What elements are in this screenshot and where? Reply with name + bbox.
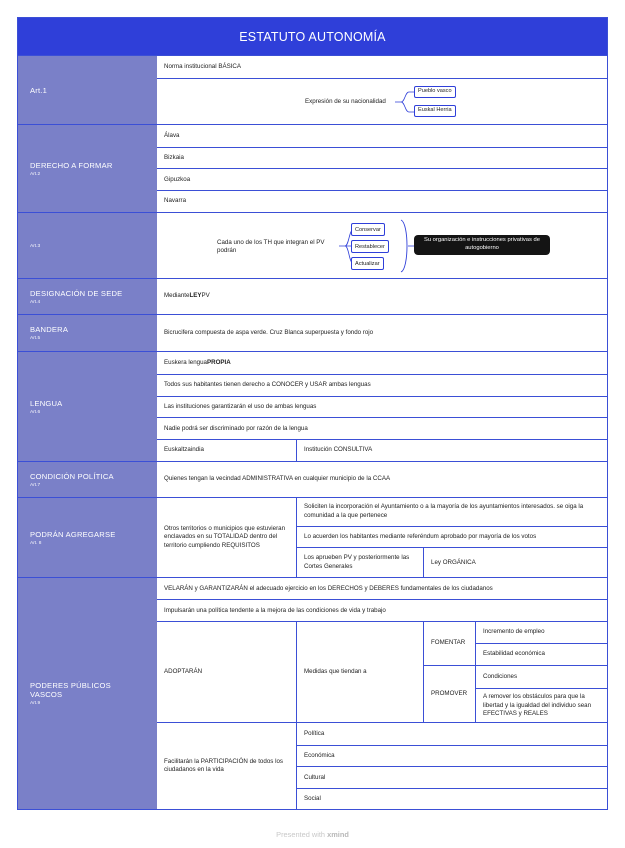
promover-group	[424, 665, 607, 723]
section-label[interactable]	[18, 279, 157, 314]
territory-bizkaia[interactable]: Bizkaia	[157, 147, 607, 169]
section-art1	[18, 55, 607, 124]
section-label[interactable]	[18, 315, 157, 351]
pueblo-vasco-box[interactable]: Pueblo vasco	[414, 86, 456, 98]
cortes-cell[interactable]: Los aprueben PV y posteriormente las Cortes Generales	[304, 554, 410, 570]
sede-post: PV	[201, 292, 210, 300]
section-label[interactable]	[18, 213, 157, 278]
section-art: Art.6	[30, 409, 41, 415]
section-name: Art.1	[30, 85, 48, 95]
section-label[interactable]	[18, 56, 157, 124]
section-label[interactable]	[18, 498, 157, 577]
section-label[interactable]	[18, 462, 157, 497]
bandera-row[interactable]: Bicrucifera compuesta de aspa verde. Cruz Blanca superpuesta y fondo rojo	[164, 328, 374, 336]
section-label[interactable]	[18, 352, 157, 461]
facilitar-block	[157, 722, 607, 809]
euskal-herria-box[interactable]: Euskal Herria	[414, 105, 456, 117]
section-name: PODERES PÚBLICOS VASCOS	[30, 681, 111, 699]
poderes-r1[interactable]: VELARÁN y GARANTIZARÁN el adecuado ejercicio en los DERECHOS y DEBERES fundamentales de los ciudadanos	[164, 584, 493, 592]
lengua-r1-pre: Euskera lengua	[164, 358, 207, 366]
euskaltzaindia-cell[interactable]: Euskaltzaindia	[164, 446, 204, 454]
lengua-r1-bold: PROPIA	[207, 358, 231, 366]
condicion-row[interactable]: Quienes tengan la vecindad ADMINISTRATIVA en cualquier municipio de la CCAA	[164, 475, 391, 483]
section-condicion	[18, 461, 607, 497]
agregarse-r2[interactable]: Lo acuerden los habitantes mediante referéndum aprobado por mayoría de los votos	[297, 526, 607, 548]
section-art: Art. 8	[30, 540, 42, 546]
footer-pre: Presented with	[276, 830, 328, 839]
lengua-row-euskaltzaindia	[157, 439, 607, 461]
area-social[interactable]: Social	[297, 788, 607, 809]
territory-navarra[interactable]: Navarra	[157, 190, 607, 212]
adoptaran-cell[interactable]: ADOPTARÁN	[164, 667, 203, 675]
agregarse-r3	[297, 547, 607, 577]
facilitar-cell[interactable]: Facilitarán la PARTICIPACIÓN de todos los ciudadanos en la vida	[164, 757, 283, 773]
sede-row[interactable]	[157, 279, 607, 314]
nacionalidad-text: Expresión de su nacionalidad	[305, 98, 386, 105]
area-economica[interactable]: Económica	[297, 745, 607, 767]
territory-gipuzkoa[interactable]: Gipuzkoa	[157, 168, 607, 190]
consultiva-cell[interactable]: Institución CONSULTIVA	[296, 440, 607, 461]
lengua-row-discriminado[interactable]: Nadie podrá ser discriminado por razón de la lengua	[157, 417, 607, 439]
section-art3	[18, 212, 607, 278]
section-name: LENGUA	[30, 398, 63, 408]
section-art: Art.9	[30, 701, 41, 706]
actualizar-box[interactable]: Actualizar	[351, 257, 384, 270]
art3-center-text: Cada uno de los TH que integran el PV podrán	[217, 239, 325, 255]
lengua-row-instituciones[interactable]: Las instituciones garantizarán el uso de ambas lenguas	[157, 396, 607, 418]
mind-map-frame	[17, 17, 608, 810]
empleo-cell[interactable]: Incremento de empleo	[483, 628, 545, 636]
section-derecho	[18, 124, 607, 212]
poderes-r2[interactable]: Impulsarán una política tendente a la mejora de las condiciones de vida y trabajo	[157, 599, 607, 621]
promover-cell[interactable]: PROMOVER	[431, 690, 468, 698]
sede-pre: Mediante	[164, 292, 190, 300]
medidas-cell[interactable]: Medidas que tiendan a	[296, 622, 423, 722]
footer-credit	[0, 830, 625, 839]
area-politica[interactable]: Política	[304, 729, 325, 737]
lengua-row-propia[interactable]	[157, 352, 607, 374]
lengua-row-conocer[interactable]: Todos sus habitantes tienen derecho a CONOCER y USAR ambas lenguas	[157, 374, 607, 396]
conservar-box[interactable]: Conservar	[351, 223, 385, 236]
section-name: DESIGNACIÓN DE SEDE	[30, 288, 123, 298]
section-art: Art.2	[30, 171, 41, 177]
section-art: Art.5	[30, 336, 41, 341]
autogobierno-box[interactable]: Su organización e instrucciones privativas de autogobierno	[414, 235, 550, 255]
section-label[interactable]	[18, 578, 157, 809]
fomentar-group	[424, 622, 607, 665]
art1-row-nacionalidad[interactable]	[157, 78, 607, 124]
section-name: PODRÁN AGREGARSE	[30, 529, 116, 539]
section-name: DERECHO A FORMAR	[30, 160, 113, 170]
section-art: Art.3	[30, 244, 41, 249]
remover-cell[interactable]: A remover los obstáculos para que la libertad y la igualdad del individuo sean EFECTIVAS y REALES	[476, 688, 607, 723]
section-art: Art.4	[30, 299, 41, 305]
section-lengua	[18, 351, 607, 461]
section-sede	[18, 278, 607, 314]
page-title: ESTATUTO AUTONOMÍA	[18, 18, 607, 55]
restablecer-box[interactable]: Restablecer	[351, 240, 389, 253]
section-name: BANDERA	[30, 325, 69, 334]
condiciones-cell[interactable]: Condiciones	[483, 672, 518, 680]
estabilidad-cell[interactable]: Estabilidad económica	[476, 643, 607, 665]
section-art: Art.7	[30, 482, 41, 488]
adoptaran-block	[157, 621, 607, 722]
section-poderes	[18, 577, 607, 809]
xmind-logo[interactable]: xmind	[327, 830, 349, 839]
sede-bold: LEY	[189, 292, 202, 300]
section-agregarse	[18, 497, 607, 577]
ley-organica-cell[interactable]: Ley ORGÁNICA	[423, 548, 607, 577]
section-label[interactable]	[18, 125, 157, 212]
section-bandera	[18, 314, 607, 351]
area-cultural[interactable]: Cultural	[297, 766, 607, 788]
agregarse-left[interactable]: Otros territorios o municipios que estuvieran enclavados en su TOTALIDAD dentro del territorio cumpliendo REQUISITOS	[164, 524, 286, 549]
fomentar-cell[interactable]: FOMENTAR	[431, 639, 466, 647]
section-name: CONDICIÓN POLÍTICA	[30, 471, 114, 481]
art1-row-norma[interactable]: Norma institucional BÁSICA	[164, 62, 242, 70]
agregarse-r1[interactable]: Soliciten la incorporación el Ayuntamiento o a la mayoría de los ayuntamientos interesados. se oiga la comunidad a la que pertenece	[304, 503, 584, 519]
territory-alava[interactable]: Álava	[164, 131, 180, 139]
